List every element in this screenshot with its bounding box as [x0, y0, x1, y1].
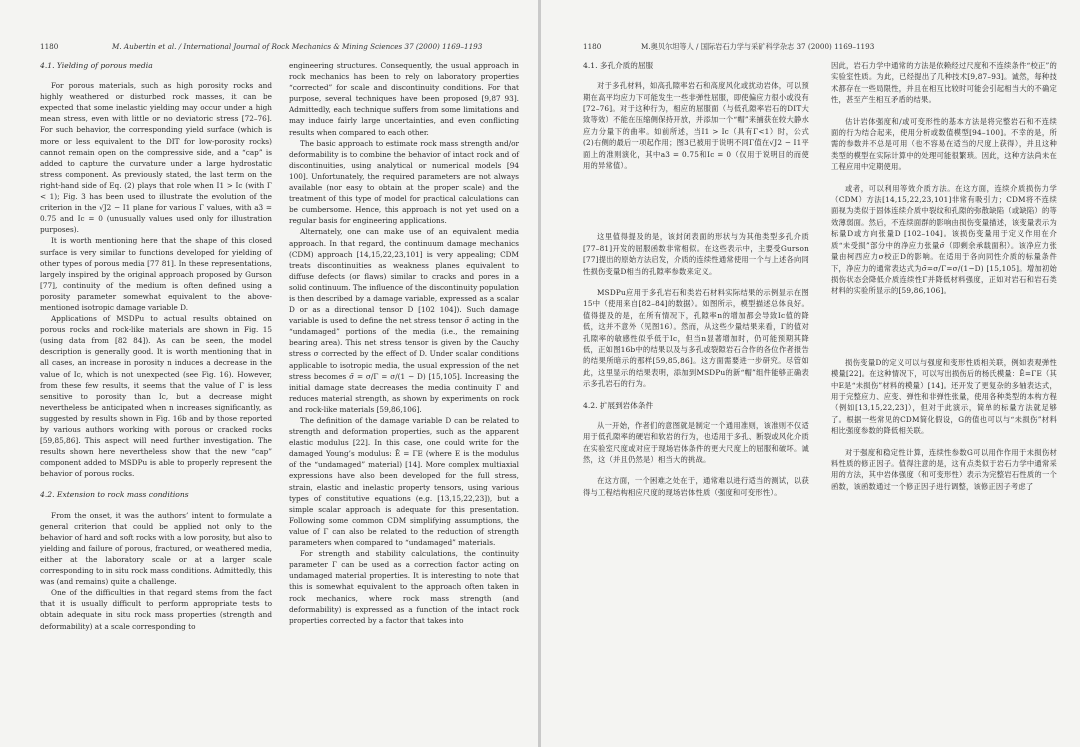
paragraph: For porous materials, such as high porosity rocks and highly weathered or disturbed rock masses, it can be expected that some inelastic yielding may occur under a high mean stress, even with little or no deviatoric stress [72–76]. For such behavior, the corresponding yield surface (which is more or less equivalent to the DIT for low-porosity rocks) cannot remain open on the compressive side, and a “cap” is added to capture the curvature under a large hydrostatic stress component. As previously stated, the last term on the right-hand side of Eq. (2) plays that role when I1 > Ic (with Γ < 1); Fig. 3 has been used to illustrate the evolution of the criterion in the √J2 − I1 plane for various Γ values, with a3 = 0.75 and Ic = 0 (unusually values used only for illustration purposes). [40, 81, 272, 235]
spacer [831, 173, 1057, 183]
paragraph: Alternately, one can make use of an equivalent media approach. In that regard, the continuum damage mechanics (CDM) approach [14,15,22,23,101] is very appealing; CDM treats discontinuities as weakness planes equivalent to diffuse defects (or flaws) similar to cracks and pores in a solid continuum. The influence of the discontinuity population is then described by a damage variable, expressed as a scalar D or as a directional tensor D [102 104]). Such damage variable is used to define the net stress tensor σ̃ acting in the “undamaged” portions of the media (i.e., the remaining bearing area). This net stress tensor is given by the Cauchy stress σ corrected by the effect of D. Under scalar conditions applicable to isotropic media, the usual expression of the net stress becomes σ̃ = σ/Γ = σ/(1 − D) [15,105]. Increasing the initial damage state decreases the media continuity Γ and reduces material strength, as shown by experiments on rock and rock-like materials [59,86,106]. [289, 227, 519, 414]
paragraph: 从一开始，作者们的意图就是制定一个通用准则，该准则不仅适用于低孔隙率的硬岩和软岩的行为，也适用于多孔、断裂或风化介质在实验室尺度或对应于现场岩体条件的更大尺度上的屈服和破坏。诚然，这（并且仍然是）相当大的挑战。 [583, 420, 809, 464]
spacer [831, 437, 1057, 447]
paragraph: The definition of the damage variable D can be related to strength and deformation properties, such as the apparent elastic modulus [22]. In this case, one could write for the damaged Young’s modulus: Ē = ΓE (where E is the modulus of the “undamaged” material) [14]. More complex multiaxial expressions have also been developed for the full stress, strain, elastic and inelastic property tensors, using various types of constitutive equations (e.g. [13,15,22,23]), but a simple scalar approach is adequate for this presentation. Following some common CDM simplifying assumptions, the value of Γ can also be related to the reduction of strength parameters when compared to “undamaged” materials. [289, 416, 519, 548]
paragraph: 这里值得提及的是，该封闭表面的形状与为其他类型多孔介质[77–81]开发的屈服函数非常相似。在这些表示中，主要受Gurson [77]提出的原始方法启发，介质的连续性通常使用一个与上述各向同性损伤变量D相当的孔隙率参数来定义。 [583, 232, 809, 276]
text-column-left [583, 60, 809, 498]
paragraph: It is worth mentioning here that the shape of this closed surface is very similar to functions developed for yielding of other types of porous media [77 81]. In these representations, largely inspired by the original approach proposed by Gurson [77], continuity of the medium is often defined using a porosity parameter somewhat equivalent to the above-mentioned isotropic damage variable D. [40, 236, 272, 312]
running-head-title: M. Aubertin et al. / International Journal of Rock Mechanics & Mining Sciences 37 (2000) 1169–1193 [112, 42, 483, 51]
paragraph: 对于多孔材料，如高孔隙率岩石和高度风化或扰动岩体，可以预期在高平均应力下可能发生一些非弹性屈服，即使偏应力很小或没有[72–76]。对于这种行为，相应的屈服面（与低孔隙率岩石的DIT大致等效）不能在压缩侧保持开放，并添加一个“帽”来捕获在较大静水应力分量下的曲率。如前所述，当I1 > Ic（具有Γ<1）时，公式(2)右侧的最后一项起作用；图3已被用于说明不同Γ值在√J2 − I1平面上的准则演化，其中a3 = 0.75和Ic = 0（仅用于说明目的而使用的异常值）。 [583, 81, 809, 170]
section-heading: 4.2. 扩展到岩体条件 [583, 400, 654, 410]
section-heading: 4.1. 多孔介质的屈服 [583, 61, 654, 70]
paragraph: From the onset, it was the authors’ intent to formulate a general criterion that could be applied not only to the behavior of hard and soft rocks with a low porosity, but also to yielding and failure of porous, fractured, or weathered media, either at the laboratory scale or at a larger scale corresponding to in situ rock mass conditions. Admittedly, this was (and remains) quite a challenge. [40, 510, 272, 587]
paragraph: For strength and stability calculations, the continuity parameter Γ can be used as a correction factor acting on undamaged material properties. It is interesting to note that this is somewhat equivalent to the approach often taken in rock mechanics, where rock mass strength (and deformability) is expressed as a function of the intact rock properties corrected by a factor that takes into [289, 549, 519, 625]
paragraph: One of the difficulties in that regard stems from the fact that it is usually difficult to perform appropriate tests to obtain adequate in situ rock mass properties (strength and deformability) at a scale corresponding to [40, 588, 272, 631]
text-column-left [40, 60, 272, 632]
spacer [583, 277, 809, 287]
text-column-right [831, 60, 1057, 492]
paragraph: 在这方面，一个困难之处在于，通常难以进行适当的测试，以获得与工程结构相应尺度的现场岩体性质（强度和可变形性）。 [583, 476, 809, 497]
paragraph: The basic approach to estimate rock mass strength and/or deformability is to combine the behavior of intact rock and of discontinuities, using analytical or numerical models [94 100]. Unfortunately, the required parameters are not always available (nor easy to obtain at the proper scale) and the treatment of this type of model for practical calculations can be cumbersome. Hence, this approach is not yet used on a regular basis for engineering applications. [289, 138, 519, 226]
paragraph: Applications of MSDPu to actual results obtained on porous rocks and rock-like materials are shown in Fig. 15 (using data from [82 84]). As can be seen, the model description is generally good. It is worth mentioning that in all cases, an increase in porosity n induces a decrease in the value of Ic, which is not unexpected (see Fig. 16). However, from these few results, it seems that the value of Γ is less sensitive to porosity than Ic, but a decrease might nevertheless be anticipated when n increases significantly, as suggested by results shown in Fig. 16b and by those reported by various authors working with porous or cracked rocks [59,85,86]. This aspect will need further investigation. The results shown here nevertheless show that the new “cap” component added to MSDPu is able to properly represent the behavior of porous rocks. [40, 314, 272, 479]
spacer [583, 171, 809, 231]
spacer [831, 297, 1057, 357]
spacer [583, 390, 809, 400]
paragraph: 估计岩体强度和/或可变形性的基本方法是将完整岩石和不连续面的行为结合起来，使用分析或数值模型[94–100]。不幸的是，所需的参数并不总是可用（也不容易在适当的尺度上获得），并且这种类型的模型在实际计算中的处理可能很繁琐。因此，这种方法尚未在工程应用中定期使用。 [831, 116, 1057, 172]
right-page-chinese [541, 0, 1080, 747]
spacer [40, 479, 272, 489]
text-column-right [289, 60, 519, 626]
spacer [831, 106, 1057, 116]
spacer [583, 465, 809, 475]
left-page-english [0, 0, 538, 747]
paragraph: 因此，岩石力学中通常的方法是依赖经过尺度和不连续条件“校正”的实验室性质。为此，已经提出了几种技术[9,87–93]。诚然，每种技术都存在一些局限性，并且在相互比较时可能会引起相当大的不确定性，甚至产生相互矛盾的结果。 [831, 61, 1057, 105]
page-number: 1180 [583, 42, 602, 51]
paragraph: 损伤变量D的定义可以与强度和变形性质相关联，例如表观弹性模量[22]。在这种情况下，可以写出损伤后的杨氏模量：Ē=ΓE（其中E是“未损伤”材料的模量）[14]。还开发了更复杂的多轴表达式，用于完整应力、应变、弹性和非弹性张量，使用各种类型的本构方程（例如[13,15,22,23]），但对于此演示，简单的标量方法就足够了。根据一些常见的CDM简化假设，G的值也可以与“未损伤”材料相比强度参数的降低相关联。 [831, 357, 1057, 436]
section-heading: 4.2. Extension to rock mass conditions [40, 490, 189, 500]
paragraph: engineering structures. Consequently, the usual approach in rock mechanics has been to rely on laboratory properties “corrected” for scale and discontinuity conditions. For that purpose, several techniques have been proposed [9,87 93]. Admittedly, each technique suffers from some limitations and may induce fairly large uncertainties, and even conflicting results when compared to each other. [289, 61, 519, 137]
section-heading: 4.1. Yielding of porous media [40, 61, 153, 70]
page-number: 1180 [40, 42, 59, 51]
paragraph: 对于强度和稳定性计算，连续性参数G可以用作作用于未损伤材料性质的修正因子。值得注意的是，这有点类似于岩石力学中通常采用的方法，其中岩体强度（和可变形性）表示为完整岩石性质的一个函数，该函数通过一个修正因子进行调整，该修正因子考虑了 [831, 447, 1057, 491]
paragraph: 或者，可以利用等效介质方法。在这方面，连续介质损伤力学（CDM）方法[14,15,22,23,101]非常有吸引力；CDM将不连续面视为类似于固体连续介质中裂纹和孔隙的弥散缺陷（或缺陷）的等效薄弱面。然后，不连续面群的影响由损伤变量描述，该变量表示为标量D或方向张量D [102–104]。该损伤变量用于定义作用在介质“未受损”部分中的净应力张量σ̃（即剩余承载面积）。该净应力张量由柯西应力σ校正D的影响。在适用于各向同性介质的标量条件下，净应力的通常表达式为σ̃=σ/Γ=σ/(1−D) [15,105]。增加初始损伤状态会降低介质连续性Γ并降低材料强度，正如对岩石和岩石类材料的实验所显示的[59,86,106]。 [831, 183, 1057, 296]
running-head-title: M.奥贝尔坦等人 / 国际岩石力学与采矿科学杂志 37 (2000) 1169–1193 [641, 42, 875, 51]
paragraph: MSDPu应用于多孔岩石和类岩石材料实际结果的示例显示在图15中（使用来自[82–84]的数据）。如图所示，模型描述总体良好。值得提及的是，在所有情况下，孔隙率n的增加都会导致Ic值的降低，这并不意外（见图16）。然而，从这些少量结果来看，Γ的值对孔隙率的敏感性似乎低于Ic，但当n显著增加时，仍可能预期其降低，正如图16b中的结果以及与多孔或裂隙岩石合作的各位作者报告的结果所暗示的那样[59,85,86]。这方面需要进一步研究。尽管如此，这里显示的结果表明，添加到MSDPu的新“帽”组件能够正确表示多孔岩石的行为。 [583, 287, 809, 389]
